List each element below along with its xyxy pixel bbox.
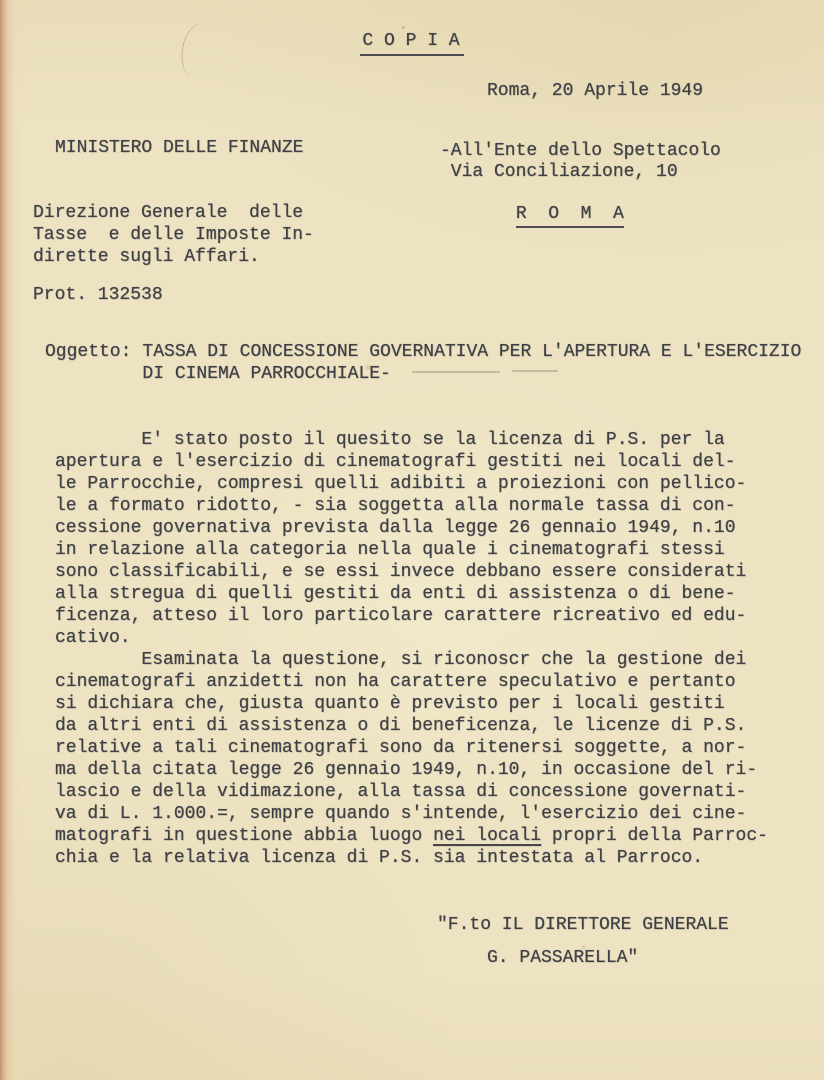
- date-line: Roma, 20 Aprile 1949: [487, 81, 704, 101]
- text-line: si dichiara che, giusta quanto è previsto per i locali gestiti: [55, 694, 725, 714]
- text-line: apertura e l'esercizio di cinematografi gestiti nei locali del-: [55, 452, 736, 472]
- text-line: Esaminata la questione, si riconoscr che la gestione dei: [55, 650, 747, 670]
- text-segment: matografi in questione abbia luogo: [55, 826, 434, 846]
- text-line: in relazione alla categoria nella quale i cinematografi stessi: [55, 540, 725, 560]
- text-line: le a formato ridotto, - sia soggetta alla normale tassa di con-: [55, 496, 736, 516]
- body-paragraph-1: [55, 429, 746, 649]
- signature-line-2: G. PASSARELLA": [487, 948, 639, 968]
- faded-underline-mark: [412, 371, 500, 373]
- subject-label: Oggetto:: [45, 342, 132, 362]
- text-segment: propri della Parroc-: [541, 826, 768, 846]
- recipient-line: Via Conciliazione, 10: [440, 162, 678, 182]
- text-line: lascio e della vidimazione, alla tassa di concessione governati-: [55, 782, 747, 802]
- sender-ministry: MINISTERO DELLE FINANZE: [55, 138, 304, 158]
- text-line: alla stregua di quelli gestiti da enti di assistenza o di bene-: [55, 584, 736, 604]
- recipient-city: R O M A: [516, 204, 624, 228]
- text-line: Tasse e delle Imposte In-: [33, 225, 314, 245]
- text-line: Direzione Generale delle: [33, 203, 304, 223]
- signature-line-1: "F.to IL DIRETTORE GENERALE: [437, 915, 729, 935]
- text-line: [55, 825, 768, 847]
- text-line: E' stato posto il quesito se la licenza di P.S. per la: [55, 430, 725, 450]
- paper-specks: [402, 26, 405, 29]
- text-line: dirette sugli Affari.: [33, 247, 260, 267]
- faded-underline-mark: [512, 370, 558, 372]
- text-line: ficenza, atteso il loro particolare carattere ricreativo ed edu-: [55, 606, 747, 626]
- subject-line: TASSA DI CONCESSIONE GOVERNATIVA PER L'APERTURA E L'ESERCIZIO: [142, 342, 802, 362]
- copia-heading: [0, 30, 824, 56]
- text-line: da altri enti di assistenza o di beneficenza, le licenze di P.S.: [55, 716, 747, 736]
- body-paragraph-2: [55, 649, 768, 869]
- text-line: chia e la relativa licenza di P.S. sia intestata al Parroco.: [55, 848, 704, 868]
- recipient-address: [440, 141, 721, 249]
- text-line: le Parrocchie, compresi quelli adibiti a proiezioni con pellico-: [55, 474, 747, 494]
- underlined-phrase: nei locali: [433, 826, 542, 846]
- subject-line: DI CINEMA PARROCCHIALE-: [142, 364, 391, 384]
- subject-text: [142, 341, 801, 385]
- copia-heading-text: C O P I A: [360, 30, 463, 56]
- text-line: va di L. 1.000.=, sempre quando s'intende, l'esercizio dei cine-: [55, 804, 747, 824]
- text-line: cativo.: [55, 628, 131, 648]
- sender-direction: [33, 202, 314, 268]
- scan-edge-shadow: [0, 0, 24, 1080]
- text-line: sono classificabili, e se essi invece debbano essere considerati: [55, 562, 747, 582]
- text-line: cinematografi anzidetti non ha carattere speculativo e pertanto: [55, 672, 736, 692]
- text-line: ma della citata legge 26 gennaio 1949, n.10, in occasione del ri-: [55, 760, 758, 780]
- text-line: cessione governativa prevista dalla legge 26 gennaio 1949, n.10: [55, 518, 736, 538]
- recipient-city-line: [440, 183, 721, 249]
- protocol-number: Prot. 132538: [33, 285, 163, 305]
- text-line: relative a tali cinematografi sono da ritenersi soggette, a nor-: [55, 738, 747, 758]
- subject-block: [45, 341, 801, 385]
- recipient-line: -All'Ente dello Spettacolo: [440, 141, 721, 161]
